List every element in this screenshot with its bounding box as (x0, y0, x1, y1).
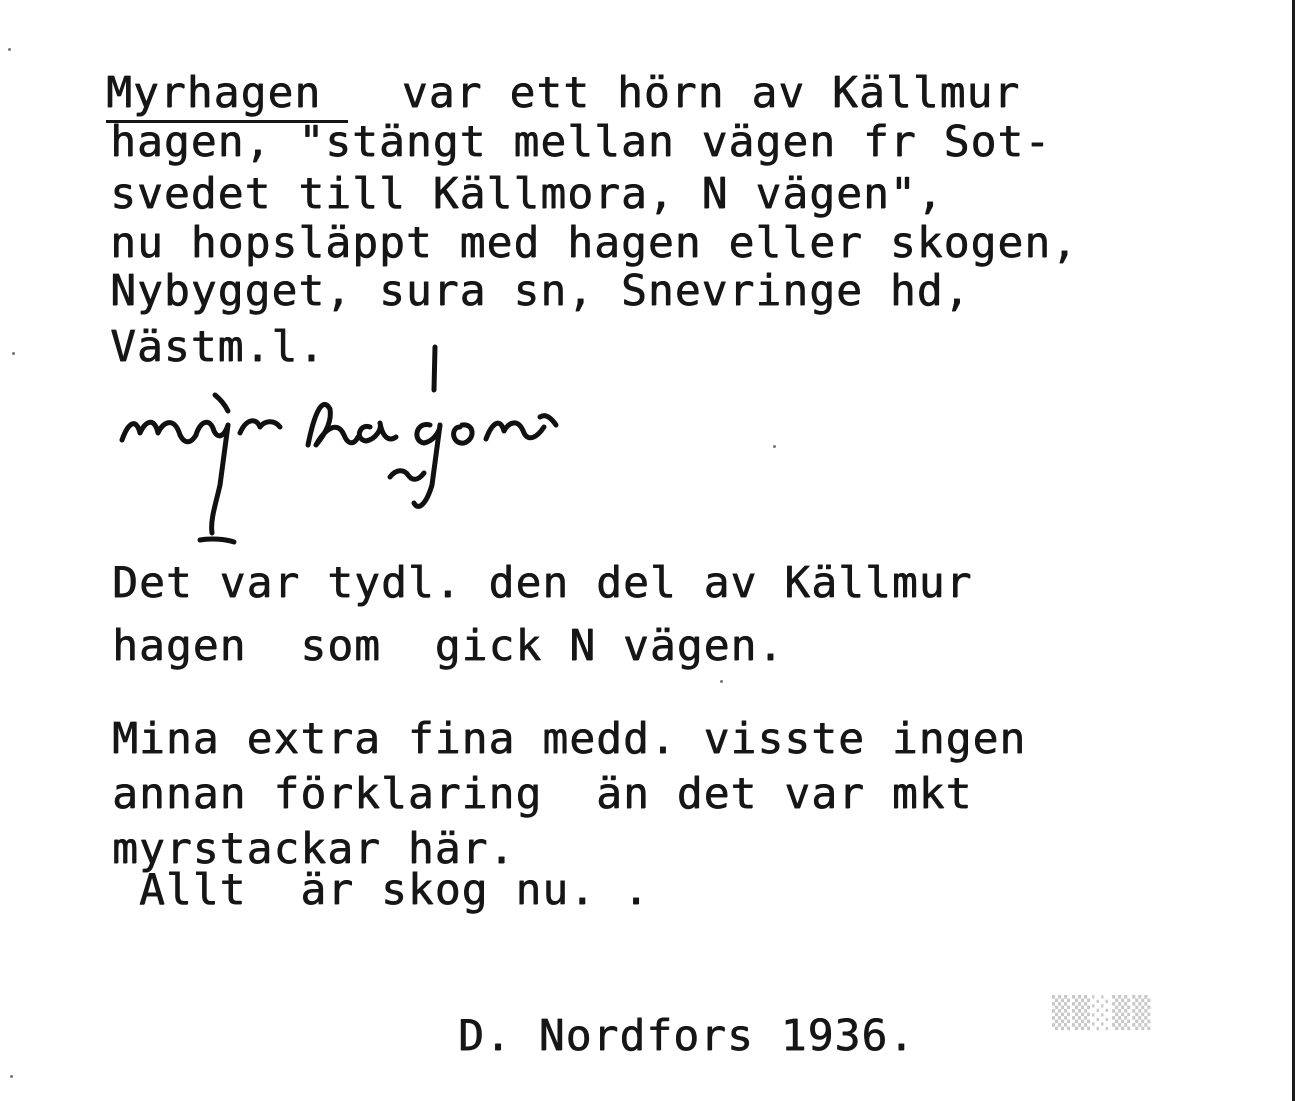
signature: D. Nordfors 1936. (458, 1011, 916, 1061)
scan-speck (720, 680, 723, 683)
extra-line-1: Mina extra fina medd. visste ingen (112, 714, 1027, 764)
entry-line-3: svedet till Källmora, N vägen", (110, 169, 944, 219)
entry-line-2: hagen, "stängt mellan vägen fr Sot- (110, 117, 1052, 167)
card-edge (1292, 0, 1295, 1101)
scan-speck (10, 1075, 13, 1078)
entry-line-6: Västm.l. (110, 322, 326, 372)
scan-speck (8, 48, 11, 51)
scan-smudge: ▒▒░▒▒ (1052, 996, 1153, 1031)
extra-line-4: Allt är skog nu. . (112, 865, 650, 915)
entry-line-5: Nybygget, sura sn, Snevringe hd, (110, 266, 971, 316)
note-line-1: Det var tydl. den del av Källmur (112, 558, 973, 608)
handwritten-pronunciation (100, 335, 640, 550)
entry-line-4: nu hopsläppt med hagen eller skogen, (110, 218, 1078, 268)
note-line-2: hagen som gick N vägen. (112, 621, 785, 671)
scan-speck (12, 352, 15, 355)
extra-line-2: annan förklaring än det var mkt (112, 769, 973, 819)
extra-line-3: myrstackar här. (112, 824, 516, 874)
scan-speck (773, 445, 776, 448)
entry-line-1: Myrhagen var ett hörn av Källmur (106, 68, 1021, 118)
